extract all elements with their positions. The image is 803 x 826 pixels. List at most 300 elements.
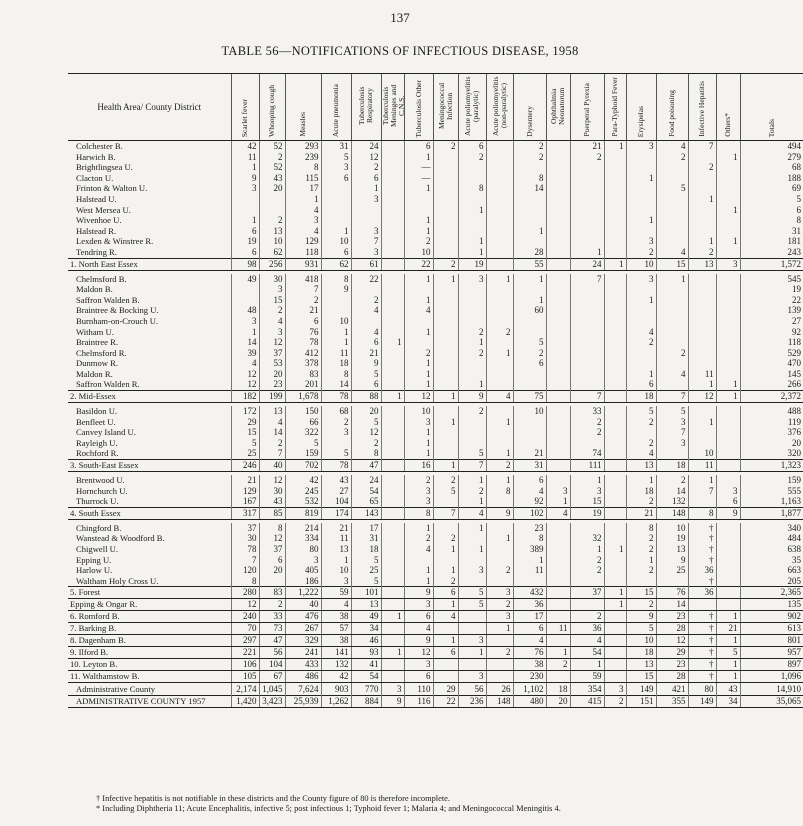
count-cell: 1 (716, 379, 740, 390)
count-cell (716, 173, 740, 184)
count-cell (433, 173, 458, 184)
count-cell (321, 183, 351, 194)
count-cell: 6 (513, 475, 546, 486)
count-cell: 181 (740, 236, 803, 247)
count-cell: 8 (458, 183, 486, 194)
count-cell: 20 (546, 696, 570, 708)
count-cell: 39 (231, 348, 259, 359)
district-name: West Mersea U. (76, 204, 131, 215)
count-cell: 6 (351, 173, 381, 184)
count-cell (546, 305, 570, 316)
count-cell: 9 (404, 587, 433, 599)
count-cell: 32 (570, 533, 604, 544)
column-header-label: Whooping cough (267, 85, 276, 137)
count-cell: 2 (458, 406, 486, 417)
count-cell: 18 (321, 358, 351, 369)
count-cell: 20 (259, 183, 285, 194)
count-cell: 2 (404, 236, 433, 247)
count-cell: 35 (740, 555, 803, 566)
count-cell (546, 358, 570, 369)
count-cell (626, 316, 656, 327)
count-cell: 35,065 (740, 696, 803, 708)
count-cell: 38 (513, 659, 546, 671)
count-cell (604, 533, 626, 544)
count-cell (513, 379, 546, 390)
count-cell: 13 (259, 226, 285, 237)
count-cell (486, 173, 513, 184)
count-cell: 11 (546, 623, 570, 635)
district-row (68, 406, 803, 417)
count-cell (626, 576, 656, 587)
count-cell (486, 496, 513, 507)
count-cell (458, 305, 486, 316)
count-cell: 69 (740, 183, 803, 194)
count-cell: 1 (404, 438, 433, 449)
count-cell: 2 (570, 611, 604, 623)
count-cell (321, 194, 351, 205)
district-name: Administrative County (68, 683, 231, 696)
column-header-label: Puerperal Pyrexia (582, 83, 591, 137)
count-cell: 545 (740, 274, 803, 285)
count-cell: 1 (404, 379, 433, 390)
count-cell: 1 (626, 173, 656, 184)
count-cell: 1 (688, 417, 716, 428)
count-cell: 3 (404, 417, 433, 428)
count-cell (604, 194, 626, 205)
count-cell (656, 448, 688, 459)
count-cell (656, 215, 688, 226)
count-cell (688, 173, 716, 184)
count-cell (604, 236, 626, 247)
count-cell (381, 671, 404, 683)
count-cell: 1 (433, 391, 458, 403)
count-cell: 1 (458, 496, 486, 507)
count-cell: 2 (321, 417, 351, 428)
district-name: Braintree R. (76, 337, 118, 348)
count-cell: 2 (404, 348, 433, 359)
count-cell: 10 (321, 565, 351, 576)
count-cell (433, 194, 458, 205)
count-cell: 80 (688, 683, 716, 696)
count-cell: 1 (570, 544, 604, 555)
count-cell: 4 (231, 358, 259, 369)
count-cell: 150 (285, 406, 321, 417)
count-cell: 7 (656, 391, 688, 403)
count-cell: 43 (716, 683, 740, 696)
count-cell (570, 183, 604, 194)
count-cell: 149 (626, 683, 656, 696)
count-cell: 8 (351, 448, 381, 459)
count-cell (546, 611, 570, 623)
count-cell: 1 (626, 295, 656, 306)
count-cell (716, 475, 740, 486)
count-cell: — (404, 173, 433, 184)
count-cell: 2 (604, 696, 626, 708)
count-cell (688, 337, 716, 348)
count-cell (604, 295, 626, 306)
count-cell: 30 (259, 486, 285, 497)
count-cell: 29 (231, 417, 259, 428)
count-cell: 1 (381, 611, 404, 623)
count-cell: 172 (231, 406, 259, 417)
count-cell (381, 438, 404, 449)
count-cell (458, 295, 486, 306)
count-cell (604, 183, 626, 194)
district-name: Waltham Holy Cross U. (76, 575, 159, 586)
count-cell: 7 (259, 448, 285, 459)
count-cell (381, 406, 404, 417)
count-cell (570, 327, 604, 338)
count-cell: 17 (513, 611, 546, 623)
count-cell: 239 (285, 152, 321, 163)
count-cell: 10 (513, 406, 546, 417)
count-cell: 2 (688, 247, 716, 258)
count-cell (716, 327, 740, 338)
count-cell (486, 152, 513, 163)
count-cell (381, 183, 404, 194)
count-cell: 4 (351, 305, 381, 316)
count-cell (656, 194, 688, 205)
count-cell: 1 (321, 327, 351, 338)
count-cell: 88 (351, 391, 381, 403)
count-cell: 613 (740, 623, 803, 635)
count-cell: 2 (458, 327, 486, 338)
count-cell: 9 (404, 635, 433, 647)
count-cell (486, 236, 513, 247)
count-cell: 68 (321, 406, 351, 417)
count-cell: 2 (285, 295, 321, 306)
district-name: Canvey Island U. (76, 427, 136, 438)
count-cell (486, 162, 513, 173)
count-cell (458, 284, 486, 295)
count-cell (604, 162, 626, 173)
column-header (285, 74, 321, 141)
count-cell: 7 (433, 507, 458, 519)
count-cell: 1 (231, 162, 259, 173)
count-cell: 1 (381, 391, 404, 403)
count-cell: 188 (740, 173, 803, 184)
footnote-hepatitis: † Infective hepatitis is not notifiable in these districts and the County figure of 80 is therefore incomplete. (96, 794, 450, 803)
count-cell: 7 (458, 460, 486, 472)
count-cell: 432 (513, 587, 546, 599)
count-cell (546, 194, 570, 205)
count-cell (716, 215, 740, 226)
count-cell: 1 (626, 475, 656, 486)
count-cell (716, 162, 740, 173)
count-cell: 480 (513, 696, 546, 708)
count-cell (626, 348, 656, 359)
count-cell (433, 316, 458, 327)
district-row (68, 274, 803, 285)
count-cell: 28 (513, 247, 546, 258)
count-cell (486, 635, 513, 647)
count-cell: 4 (570, 635, 604, 647)
count-cell: 18 (546, 683, 570, 696)
count-cell (381, 565, 404, 576)
count-cell: 6 (351, 379, 381, 390)
count-cell (656, 284, 688, 295)
count-cell (688, 348, 716, 359)
count-cell: 2 (433, 258, 458, 270)
count-cell: 13 (688, 258, 716, 270)
count-cell: 1 (321, 555, 351, 566)
district-row (68, 247, 803, 258)
count-cell: 2 (259, 438, 285, 449)
count-cell: 24 (351, 141, 381, 152)
count-cell: 17 (351, 523, 381, 534)
count-cell (604, 565, 626, 576)
count-cell (486, 438, 513, 449)
count-cell: 279 (740, 152, 803, 163)
district-name: Saffron Walden B. (76, 294, 140, 305)
district-row (68, 205, 803, 216)
count-cell (604, 417, 626, 428)
count-cell: 1 (433, 635, 458, 647)
count-cell: 15 (570, 496, 604, 507)
count-cell: 174 (321, 507, 351, 519)
column-header-label: Food poisoning (667, 90, 676, 137)
area-column-header: Health Area/ County District (68, 74, 231, 141)
count-cell: 5 (626, 406, 656, 417)
count-cell (570, 379, 604, 390)
count-cell (604, 623, 626, 635)
count-cell: 92 (513, 496, 546, 507)
count-cell: 415 (570, 696, 604, 708)
district-name: Colchester B. (76, 141, 123, 151)
count-cell (321, 215, 351, 226)
count-cell: 75 (513, 391, 546, 403)
count-cell: 1,096 (740, 671, 803, 683)
count-cell (513, 162, 546, 173)
count-cell: 1 (404, 274, 433, 285)
count-cell: 78 (321, 460, 351, 472)
count-cell: 3 (285, 215, 321, 226)
count-cell (604, 611, 626, 623)
count-cell: † (688, 635, 716, 647)
count-cell (381, 417, 404, 428)
count-cell: 1 (433, 417, 458, 428)
count-cell: 129 (231, 486, 259, 497)
count-cell: 8 (321, 369, 351, 380)
count-cell: 5 (458, 599, 486, 611)
count-cell (321, 438, 351, 449)
count-cell (570, 576, 604, 587)
count-cell: 22 (740, 295, 803, 306)
count-cell: 78 (231, 544, 259, 555)
count-cell (513, 438, 546, 449)
count-cell: 1 (626, 215, 656, 226)
count-cell (433, 284, 458, 295)
count-cell: 256 (259, 258, 285, 270)
count-cell: 6 (716, 496, 740, 507)
count-cell: 3 (381, 683, 404, 696)
district-name: Halstead U. (76, 193, 117, 204)
subtotal-row (68, 611, 803, 623)
count-cell (546, 152, 570, 163)
count-cell: 2 (351, 438, 381, 449)
count-cell: 8 (259, 523, 285, 534)
count-cell: 4 (404, 544, 433, 555)
count-cell: 494 (740, 141, 803, 152)
count-cell (604, 284, 626, 295)
column-header (604, 74, 626, 141)
count-cell: 486 (285, 671, 321, 683)
count-cell: 2 (458, 486, 486, 497)
district-name: Chingford B. (76, 522, 122, 533)
count-cell: 378 (285, 358, 321, 369)
subtotal-row (68, 258, 803, 270)
district-row (68, 565, 803, 576)
count-cell: 405 (285, 565, 321, 576)
count-cell: 36 (570, 623, 604, 635)
count-cell (433, 348, 458, 359)
count-cell: 37 (570, 587, 604, 599)
count-cell (259, 576, 285, 587)
count-cell: 3 (546, 486, 570, 497)
count-cell: 1,163 (740, 496, 803, 507)
count-cell: 2 (458, 152, 486, 163)
column-header (231, 74, 259, 141)
count-cell: 5 (321, 448, 351, 459)
count-cell: 1 (656, 274, 688, 285)
count-cell (486, 379, 513, 390)
column-header (381, 74, 404, 141)
count-cell: 34 (351, 623, 381, 635)
district-name: Maldon R. (76, 368, 113, 379)
count-cell: † (688, 544, 716, 555)
count-cell: 2 (259, 305, 285, 316)
count-cell: 2 (570, 565, 604, 576)
count-cell: 15 (626, 671, 656, 683)
count-cell (570, 305, 604, 316)
count-cell (381, 236, 404, 247)
count-cell (626, 305, 656, 316)
count-cell (486, 659, 513, 671)
count-cell: 33 (259, 611, 285, 623)
count-cell (381, 358, 404, 369)
district-name: Wanstead & Woodford B. (76, 533, 165, 544)
count-cell: 1 (513, 555, 546, 566)
count-cell: 31 (513, 460, 546, 472)
count-cell: 2 (486, 460, 513, 472)
count-cell: 1 (604, 587, 626, 599)
count-cell: 78 (321, 391, 351, 403)
count-cell (716, 417, 740, 428)
count-cell: 2 (626, 565, 656, 576)
count-cell: 111 (570, 460, 604, 472)
district-row (68, 316, 803, 327)
count-cell (433, 305, 458, 316)
count-cell: 3 (351, 226, 381, 237)
count-cell: 2 (513, 141, 546, 152)
count-cell: 29 (656, 647, 688, 659)
count-cell: 2 (656, 348, 688, 359)
count-cell: 6 (740, 205, 803, 216)
count-cell: 1 (404, 215, 433, 226)
count-cell: 8 (404, 507, 433, 519)
count-cell (570, 369, 604, 380)
district-name: Benfleet U. (76, 416, 116, 427)
count-cell: 355 (656, 696, 688, 708)
count-cell: 476 (285, 611, 321, 623)
count-cell: 1 (433, 565, 458, 576)
count-cell (716, 358, 740, 369)
count-cell: 12 (259, 533, 285, 544)
count-cell (716, 284, 740, 295)
count-cell (656, 379, 688, 390)
count-cell: † (688, 533, 716, 544)
count-cell (716, 316, 740, 327)
count-cell: 37 (259, 348, 285, 359)
count-cell: 2 (259, 152, 285, 163)
count-cell (546, 427, 570, 438)
district-row (68, 215, 803, 226)
previous-year-row (68, 696, 803, 708)
count-cell: 105 (231, 671, 259, 683)
count-cell (486, 141, 513, 152)
count-cell: 186 (285, 576, 321, 587)
column-header (716, 74, 740, 141)
count-cell (458, 215, 486, 226)
count-cell (546, 555, 570, 566)
count-cell: 2 (351, 162, 381, 173)
count-cell: 3 (716, 258, 740, 270)
count-cell: 21 (285, 305, 321, 316)
count-cell (570, 284, 604, 295)
count-cell: 31 (351, 533, 381, 544)
count-cell (381, 623, 404, 635)
count-cell: 2 (433, 141, 458, 152)
footnote-others: * Including Diphtheria 11; Acute Encephalitis, infective 5; post infectious 1; Typhoid fever 1; Malaria 4; and Meningococcal Meningitis 4. (96, 804, 561, 813)
count-cell (513, 369, 546, 380)
count-cell: 1 (688, 379, 716, 390)
count-cell: 6 (404, 611, 433, 623)
count-cell (716, 460, 740, 472)
count-cell (433, 295, 458, 306)
count-cell: 19 (570, 507, 604, 519)
count-cell: 4 (433, 611, 458, 623)
count-cell: 148 (486, 696, 513, 708)
count-cell (351, 215, 381, 226)
count-cell (546, 316, 570, 327)
count-cell (626, 284, 656, 295)
count-cell: 8 (513, 173, 546, 184)
count-cell: † (688, 659, 716, 671)
count-cell (433, 152, 458, 163)
count-cell: 354 (570, 683, 604, 696)
count-cell: 3 (458, 565, 486, 576)
district-name: Clacton U. (76, 172, 114, 183)
count-cell: 2 (433, 576, 458, 587)
count-cell (381, 226, 404, 237)
count-cell (656, 337, 688, 348)
count-cell (433, 379, 458, 390)
count-cell (433, 406, 458, 417)
count-cell (546, 544, 570, 555)
count-cell: 5 (626, 623, 656, 635)
count-cell (486, 194, 513, 205)
count-cell (458, 623, 486, 635)
count-cell: 1 (570, 475, 604, 486)
count-cell: 902 (740, 611, 803, 623)
count-cell: 26 (486, 683, 513, 696)
count-cell: 48 (231, 305, 259, 316)
count-cell (486, 226, 513, 237)
count-cell: 1 (231, 215, 259, 226)
count-cell: 12 (351, 427, 381, 438)
count-cell: 25 (351, 565, 381, 576)
count-cell: 6 (513, 358, 546, 369)
